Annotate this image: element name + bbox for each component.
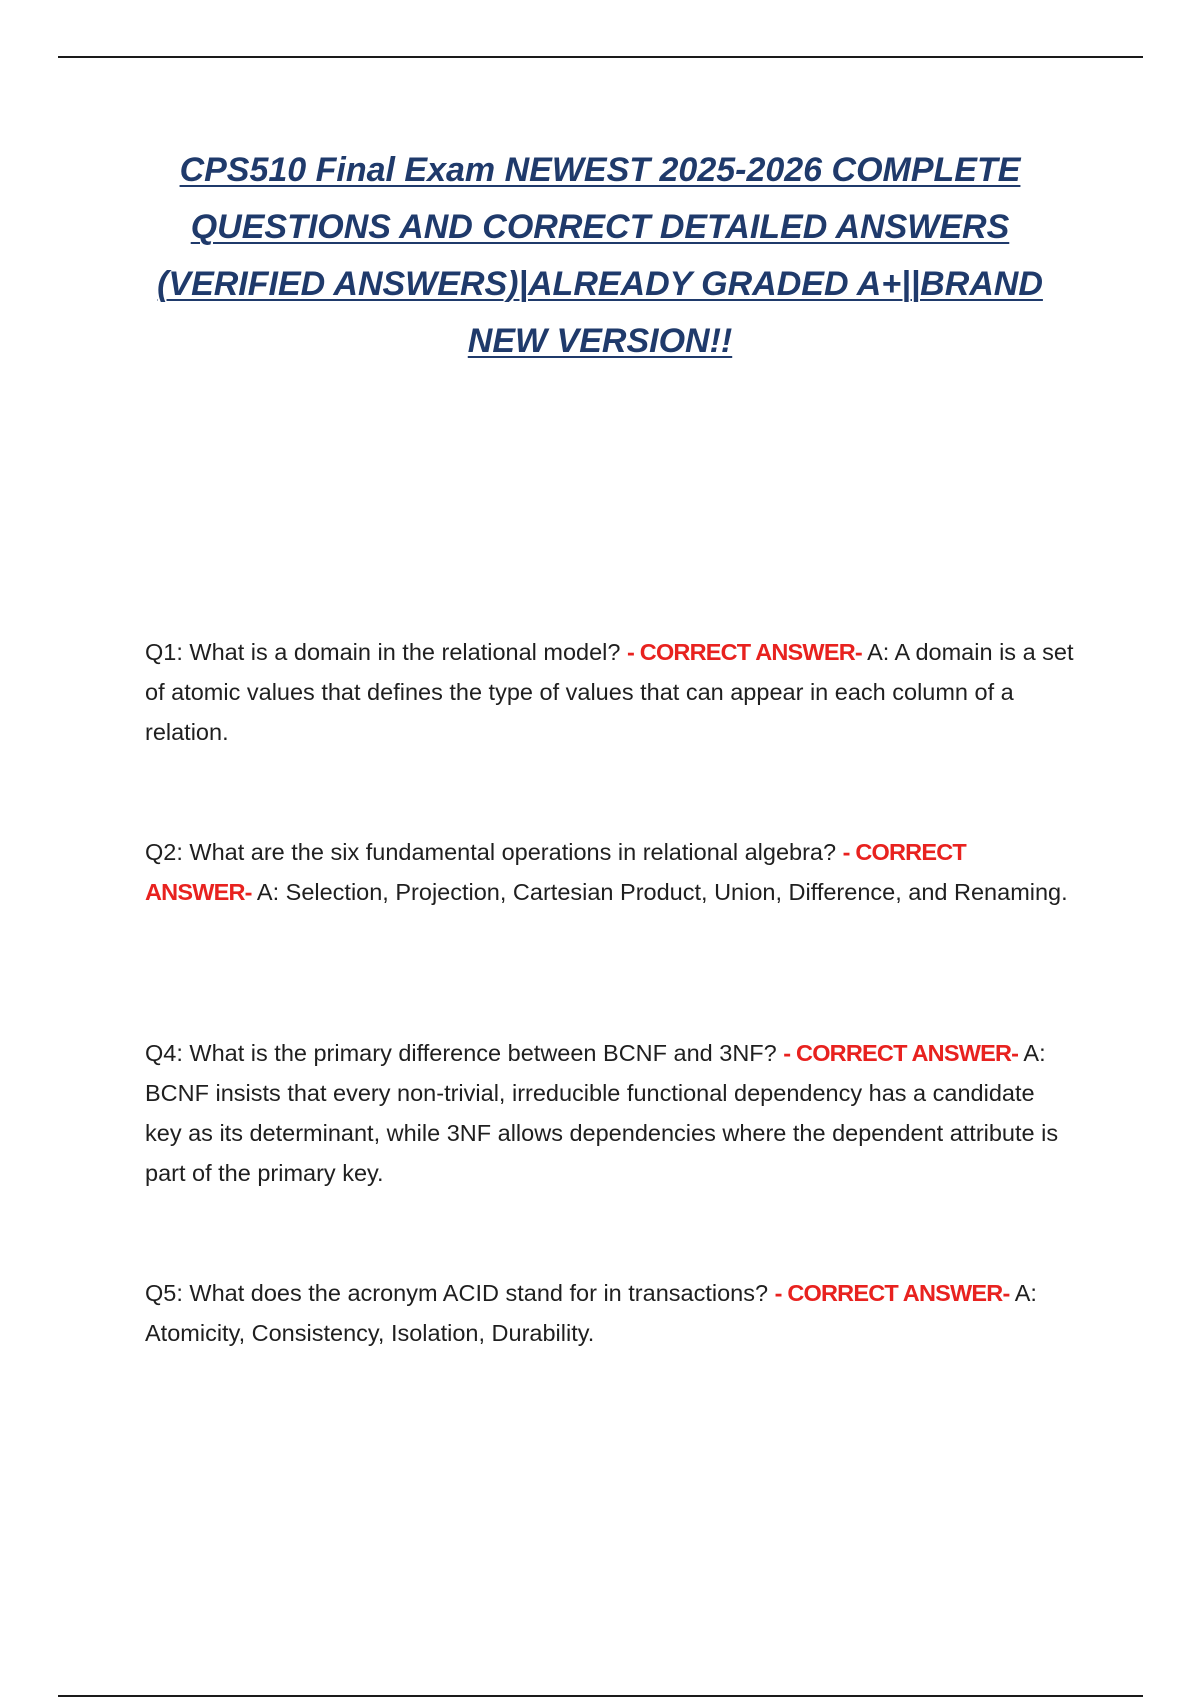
correct-answer-marker: - CORRECT ANSWER- xyxy=(145,839,966,905)
correct-answer-marker: - CORRECT ANSWER- xyxy=(774,1280,1010,1306)
title-line: CPS510 Final Exam NEWEST 2025-2026 COMPLETE xyxy=(179,151,1021,189)
title-line: NEW VERSION!! xyxy=(467,322,733,360)
answer-text: A: A domain is a set of atomic values that defines the type of values that can appear in each column of a relation. xyxy=(145,639,1074,745)
answer-text: A: Atomicity, Consistency, Isolation, Durability. xyxy=(145,1280,1037,1346)
answer-text: A: Selection, Projection, Cartesian Product, Union, Difference, and Renaming. xyxy=(256,879,1068,905)
question-text: Q5: What does the acronym ACID stand for in transactions? xyxy=(145,1280,769,1306)
title-line: QUESTIONS AND CORRECT DETAILED ANSWERS xyxy=(190,208,1010,246)
qa-item-q1 xyxy=(145,632,1075,752)
question-text: Q1: What is a domain in the relational model? xyxy=(145,639,621,665)
question-text: Q4: What is the primary difference between BCNF and 3NF? xyxy=(145,1040,777,1066)
document-title xyxy=(150,142,1050,370)
correct-answer-marker: - CORRECT ANSWER- xyxy=(627,639,862,665)
qa-item-q5 xyxy=(145,1273,1075,1353)
bottom-rule xyxy=(58,1695,1143,1697)
title-line: (VERIFIED ANSWERS)|ALREADY GRADED A+||BRAND xyxy=(157,265,1043,303)
answer-text: A: BCNF insists that every non-trivial, irreducible functional dependency has a candidate key as its determinant, while 3NF allows dependencies where the dependent attribute is part of the primary key. xyxy=(145,1040,1059,1186)
qa-item-q4 xyxy=(145,1033,1075,1193)
qa-item-q2 xyxy=(145,832,1075,912)
correct-answer-marker: - CORRECT ANSWER- xyxy=(783,1040,1019,1066)
question-text: Q2: What are the six fundamental operations in relational algebra? xyxy=(145,839,837,865)
top-rule xyxy=(58,56,1143,58)
